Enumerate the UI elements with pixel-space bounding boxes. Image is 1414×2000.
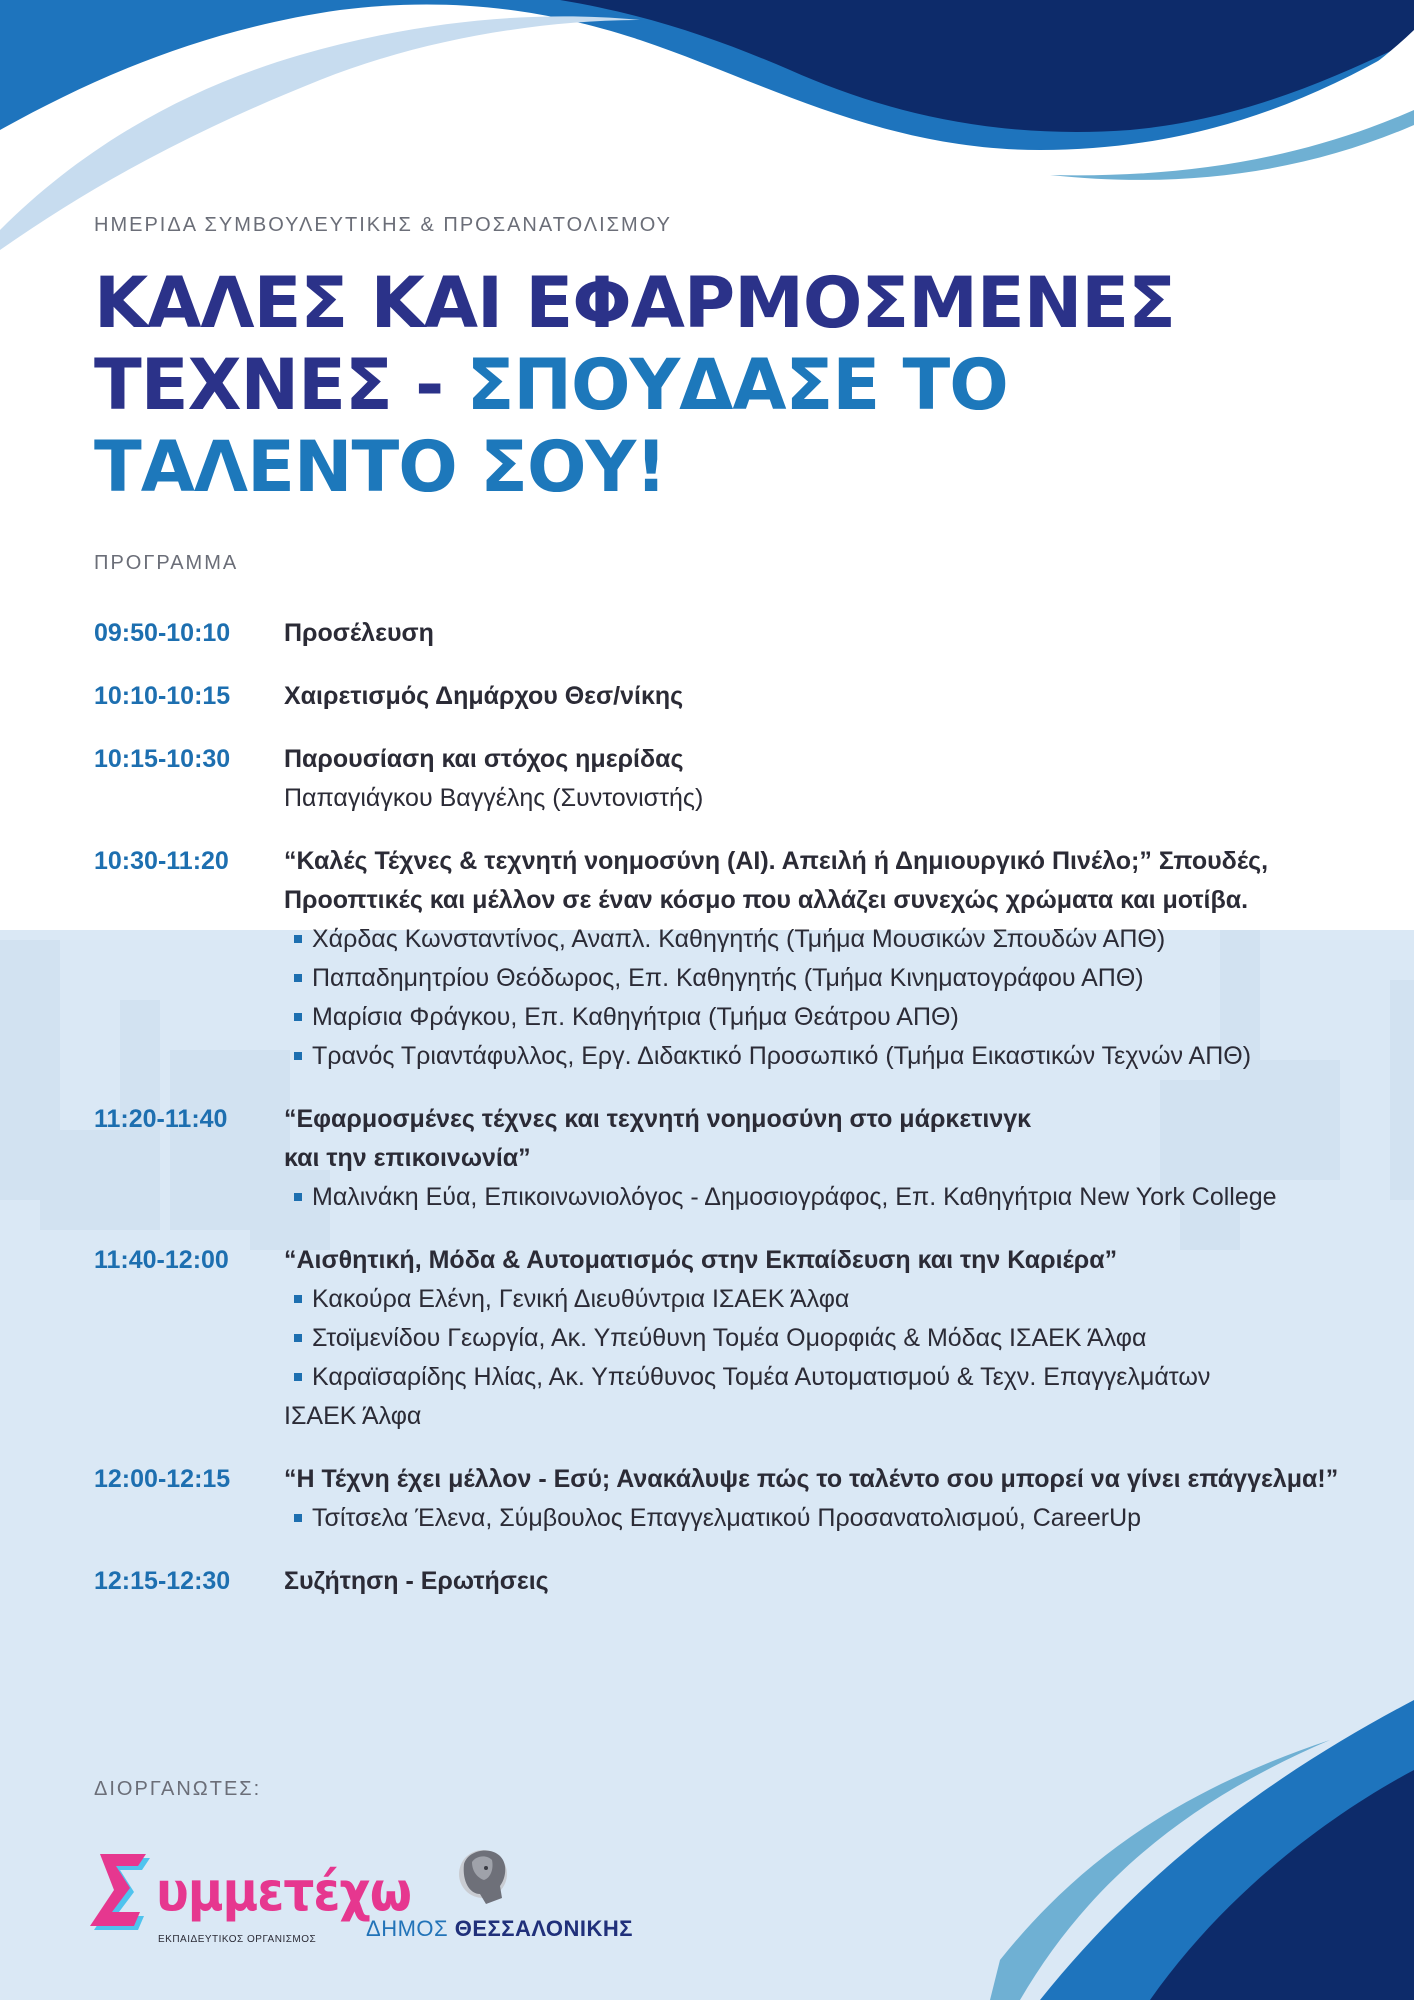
- schedule-time: 11:20-11:40: [94, 1105, 228, 1133]
- municipality-prefix: ΔΗΜΟΣ: [366, 1916, 449, 1941]
- schedule-body: [284, 677, 1374, 716]
- schedule-item: [94, 1241, 1374, 1436]
- municipality-city: ΘΕΣΣΑΛΟΝΙΚΗΣ: [454, 1916, 634, 1941]
- schedule-title-line-1: “Καλές Τέχνες & τεχνητή νοημοσύνη (AI). Απειλή ή Δημιουργικό Πινέλο;” Σπουδές,: [284, 847, 1269, 875]
- title-line-1: ΚΑΛΕΣ ΚΑΙ ΕΦΑΡΜΟΣΜΕΝΕΣ: [94, 262, 1175, 344]
- logo1-wordmark: υμμετέχω: [156, 1860, 411, 1923]
- speaker-name: Στοϊμενίδου Γεωργία, Ακ. Υπεύθυνη Τομέα Ομορφιάς & Μόδας ΙΣΑΕΚ Άλφα: [312, 1324, 1147, 1352]
- event-kicker: ΗΜΕΡΙΔΑ ΣΥΜΒΟΥΛΕΥΤΙΚΗΣ & ΠΡΟΣΑΝΑΤΟΛΙΣΜΟΥ: [94, 214, 672, 236]
- schedule-title: “Η Τέχνη έχει μέλλον - Εσύ; Ανακάλυψε πώς το ταλέντο σου μπορεί να γίνει επάγγελμα!”: [284, 1465, 1339, 1493]
- schedule-body: [284, 614, 1374, 653]
- schedule-item: [94, 677, 1374, 716]
- schedule-title: “Αισθητική, Μόδα & Αυτοματισμός στην Εκπαίδευση και την Καριέρα”: [284, 1246, 1118, 1274]
- schedule-body: [284, 842, 1374, 1076]
- organizers-label: ΔΙΟΡΓΑΝΩΤΕΣ:: [94, 1778, 262, 1800]
- schedule-title: Χαιρετισμός Δημάρχου Θεσ/νίκης: [284, 682, 684, 710]
- alexander-head-icon: [450, 1844, 516, 1914]
- event-title: [94, 262, 1194, 508]
- speaker-item: [284, 920, 1374, 959]
- speaker-item: [284, 1178, 1374, 1217]
- schedule-item: [94, 1100, 1374, 1217]
- schedule-item: [94, 1562, 1374, 1601]
- speaker-item: [284, 998, 1374, 1037]
- speaker-item: [284, 1319, 1374, 1358]
- dimos-thessalonikis-logo: [366, 1844, 634, 1954]
- bullet-icon: [294, 1514, 302, 1522]
- schedule-item: [94, 1460, 1374, 1538]
- schedule-item: [94, 842, 1374, 1076]
- schedule-item: [94, 614, 1374, 653]
- schedule-time: 11:40-12:00: [94, 1246, 229, 1274]
- speaker-item: [284, 1280, 1374, 1319]
- schedule-time: 10:15-10:30: [94, 745, 231, 773]
- program-label: ΠΡΟΓΡΑΜΜΑ: [94, 552, 239, 574]
- speaker-name: Παπαδημητρίου Θεόδωρος, Επ. Καθηγητής (Τμήμα Κινηματογράφου ΑΠΘ): [312, 964, 1144, 992]
- logo1-tagline: ΕΚΠΑΙΔΕΥΤΙΚΟΣ ΟΡΓΑΝΙΣΜΟΣ: [158, 1934, 317, 1945]
- bullet-icon: [294, 1193, 302, 1201]
- bullet-icon: [294, 935, 302, 943]
- schedule-body: [284, 740, 1374, 818]
- schedule-time: 12:00-12:15: [94, 1465, 231, 1493]
- speaker-item: [284, 959, 1374, 998]
- speaker-item: [284, 1499, 1374, 1538]
- bullet-icon: [294, 1013, 302, 1021]
- schedule-time: 10:10-10:15: [94, 682, 231, 710]
- title-line-2-part-a: ΤΕΧΝΕΣ -: [94, 344, 467, 426]
- schedule-time: 12:15-12:30: [94, 1567, 231, 1595]
- schedule-title: Προσέλευση: [284, 619, 434, 647]
- speaker-name: Χάρδας Κωνσταντίνος, Αναπλ. Καθηγητής (Τμήμα Μουσικών Σπουδών ΑΠΘ): [312, 925, 1166, 953]
- schedule-subtitle: Παπαγιάγκου Βαγγέλης (Συντονιστής): [284, 784, 704, 812]
- schedule-body: [284, 1562, 1374, 1601]
- speaker-item: [284, 1037, 1374, 1076]
- speaker-name: Κακούρα Ελένη, Γενική Διευθύντρια ΙΣΑΕΚ Άλφα: [312, 1285, 850, 1313]
- municipality-name: [366, 1916, 634, 1942]
- speaker-name: Μαλινάκη Εύα, Επικοινωνιολόγος - Δημοσιογράφος, Επ. Καθηγήτρια New York College: [312, 1183, 1277, 1211]
- schedule-title: Παρουσίαση και στόχος ημερίδας: [284, 745, 684, 773]
- speaker-item: [284, 1358, 1374, 1397]
- schedule-body: [284, 1460, 1374, 1538]
- title-line-2-part-b: ΣΠΟΥΔΑΣΕ ΤΟ: [466, 344, 1008, 426]
- schedule-body: [284, 1100, 1374, 1217]
- speaker-name: Καραϊσαρίδης Ηλίας, Ακ. Υπεύθυνος Τομέα Αυτοματισμού & Τεχν. Επαγγελμάτων: [312, 1363, 1211, 1391]
- title-line-3: ΤΑΛΕΝΤΟ ΣΟΥ!: [94, 426, 667, 508]
- schedule-item: [94, 740, 1374, 818]
- bullet-icon: [294, 1373, 302, 1381]
- speaker-name-continued: ΙΣΑΕΚ Άλφα: [284, 1402, 422, 1430]
- speaker-name: Τσίτσελα Έλενα, Σύμβουλος Επαγγελματικού Προσανατολισμού, CareerUp: [312, 1504, 1142, 1532]
- schedule-title-line-2: και την επικοινωνία”: [284, 1144, 531, 1172]
- schedule-body: [284, 1241, 1374, 1436]
- schedule-title-line-2: Προοπτικές και μέλλον σε έναν κόσμο που αλλάζει συνεχώς χρώματα και μοτίβα.: [284, 886, 1249, 914]
- bullet-icon: [294, 1295, 302, 1303]
- schedule-time: 09:50-10:10: [94, 619, 231, 647]
- schedule-title: Συζήτηση - Ερωτήσεις: [284, 1567, 549, 1595]
- bullet-icon: [294, 1334, 302, 1342]
- bullet-icon: [294, 974, 302, 982]
- schedule-title-line-1: “Εφαρμοσμένες τέχνες και τεχνητή νοημοσύνη στο μάρκετινγκ: [284, 1105, 1032, 1133]
- speaker-name: Τρανός Τριαντάφυλλος, Εργ. Διδακτικό Προσωπικό (Τμήμα Εικαστικών Τεχνών ΑΠΘ): [312, 1042, 1252, 1070]
- schedule-time: 10:30-11:20: [94, 847, 229, 875]
- bullet-icon: [294, 1052, 302, 1060]
- speaker-name: Μαρίσια Φράγκου, Επ. Καθηγήτρια (Τμήμα Θεάτρου ΑΠΘ): [312, 1003, 959, 1031]
- program-schedule: [94, 614, 1374, 1625]
